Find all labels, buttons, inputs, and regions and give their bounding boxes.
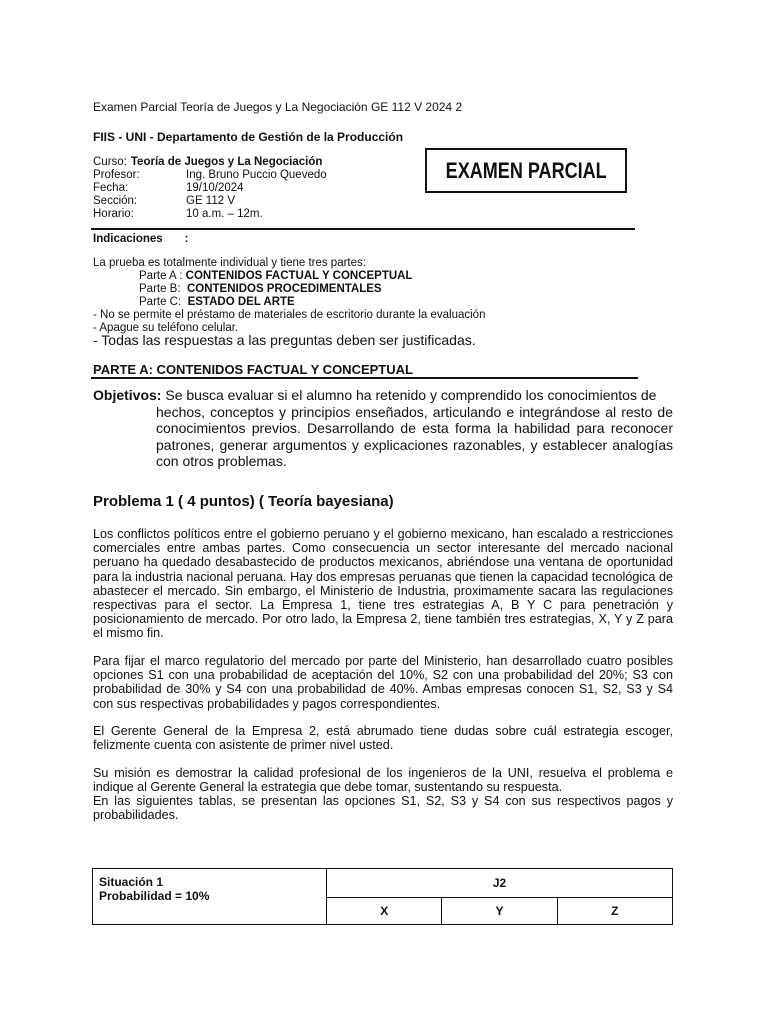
exam-title-box: [425, 148, 627, 193]
fecha-row: [93, 182, 327, 195]
curso-row: [93, 156, 327, 169]
seccion-label: Sección:: [93, 195, 138, 207]
curso-label: Curso:: [93, 156, 127, 168]
department-line: FIIS - UNI - Departamento de Gestión de la Producción: [93, 130, 404, 144]
curso-value: Teoría de Juegos y La Negociación: [130, 156, 323, 168]
problema1-paragraph-4b: En las siguientes tablas, se presentan las opciones S1, S2, S3 y S4 con sus respectivos pagos y probabilidades.: [93, 794, 673, 823]
horario-label: Horario:: [93, 208, 134, 220]
divider: [91, 228, 635, 230]
exam-title: EXAMEN PARCIAL: [445, 157, 607, 183]
rule-no-materials: - No se permite el préstamo de materiales de escritorio durante la evaluación: [93, 309, 486, 321]
horario-row: [93, 208, 327, 221]
col-z-header: Z: [557, 898, 672, 925]
fecha-value: 19/10/2024: [186, 182, 244, 194]
col-y-header: Y: [442, 898, 557, 925]
fecha-label: Fecha:: [93, 182, 129, 194]
problema1-paragraph-2: Para fijar el marco regulatorio del mercado por parte del Ministerio, han desarrollado cuatro posibles opciones S1 con una probabilidad de aceptación del 10%, S2 con una probabilidad del 20%; S3 con probabilidad de 30% y S4 con una probabilidad de 40%. Ambas empresas conocen S1, S2, S3 y S4 con sus respectivas probabilidades y pagos correspondientes.: [93, 654, 673, 711]
part-a-item: Parte A : CONTENIDOS FACTUAL Y CONCEPTUAL: [139, 270, 413, 282]
course-info: [93, 156, 327, 221]
rule-phone: - Apague su teléfono celular.: [93, 322, 239, 334]
situacion-1-table: [92, 868, 673, 925]
rule-justify: - Todas las respuestas a las preguntas deben ser justificadas.: [93, 332, 476, 348]
document-header-title: Examen Parcial Teoría de Juegos y La Negociación GE 112 V 2024 2: [93, 100, 463, 114]
situacion-cell: [93, 869, 327, 925]
probabilidad-label: Probabilidad = 10%: [99, 889, 210, 903]
situacion-label: Situación 1: [99, 875, 164, 889]
parte-a-heading: PARTE A: CONTENIDOS FACTUAL Y CONCEPTUAL: [93, 362, 413, 377]
objetivos-block: [93, 387, 673, 470]
indicaciones-heading: [93, 233, 189, 245]
instructions-intro: La prueba es totalmente individual y tiene tres partes:: [93, 257, 366, 269]
j2-header: J2: [327, 869, 673, 898]
part-c-item: Parte C: ESTADO DEL ARTE: [139, 296, 295, 308]
objetivos-label: Objetivos:: [93, 387, 162, 403]
profesor-row: [93, 169, 327, 182]
objetivos-line1: Se busca evaluar si el alumno ha retenido y comprendido los conocimientos de: [165, 387, 657, 403]
indicaciones-label: Indicaciones: [93, 233, 163, 245]
problema1-heading: Problema 1 ( 4 puntos) ( Teoría bayesiana): [93, 493, 394, 510]
problema1-paragraph-4a: Su misión es demostrar la calidad profesional de los ingenieros de la UNI, resuelva el problema e indique al Gerente General la estrategia que debe tomar, sustentando su respuesta.: [93, 766, 673, 795]
objetivos-rest: hechos, conceptos y principios enseñados, articulando e integrándose al resto de conocimientos previos. Desarrollando de esta forma la habilidad para reconocer patrones, generar argumentos y explicaciones razonables, y establecer analogías con otros problemas.: [156, 403, 673, 469]
col-x-header: X: [327, 898, 442, 925]
problema1-paragraph-3: El Gerente General de la Empresa 2, está abrumado tiene dudas sobre cuál estrategia escoger, felizmente cuenta con asistente de primer nivel usted.: [93, 724, 673, 753]
horario-value: 10 a.m. – 12m.: [186, 208, 263, 220]
parte-a-underline: [91, 377, 638, 379]
seccion-value: GE 112 V: [186, 195, 236, 207]
profesor-label: Profesor:: [93, 169, 140, 181]
instructions-list: [93, 257, 485, 335]
part-b-item: Parte B: CONTENIDOS PROCEDIMENTALES: [139, 283, 382, 295]
profesor-value: Ing. Bruno Puccio Quevedo: [186, 169, 327, 181]
seccion-row: [93, 195, 327, 208]
problema1-paragraph-1: Los conflictos políticos entre el gobierno peruano y el gobierno mexicano, han escalado a restricciones comerciales entre ambas partes. Como consecuencia un sector interesante del mercado nacional peruano ha quedado desabastecido de productos mexicanos, abriéndose una ventana de oportunidad para la industria nacional peruana. Hay dos empresas peruanas que tienen la capacidad tecnológica de abastecer el mercado. Sin embargo, el Ministerio de Industria, proximamente sacara las regulaciones respectivas para el sector. La Empresa 1, tiene tres estrategias A, B Y C para penetración y posicionamiento de mercado. Por otro lado, la Empresa 2, tiene también tres estrategias, X, Y y Z para el mismo fin.: [93, 527, 673, 641]
indicaciones-colon: :: [184, 233, 189, 245]
